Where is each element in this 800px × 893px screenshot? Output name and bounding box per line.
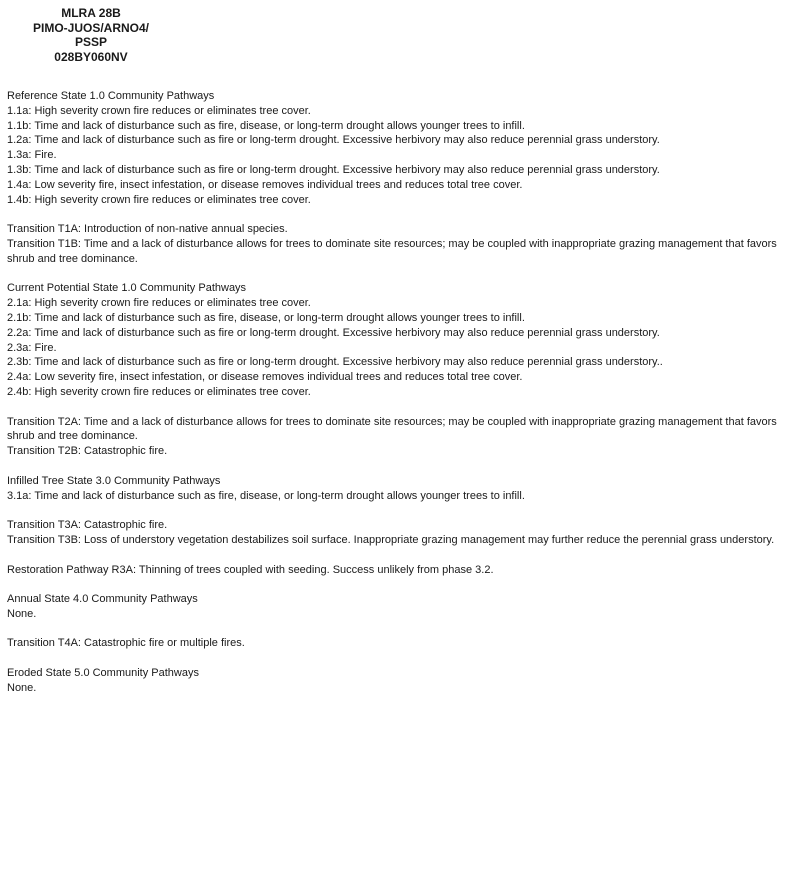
section-heading-line: Transition T1A: Introduction of non-native annual species. (7, 223, 288, 236)
section-heading-line: Reference State 1.0 Community Pathways (7, 90, 215, 102)
section-line: 1.4a: Low severity fire, insect infestation, or disease removes individual trees and reduces total tree cover. (7, 178, 523, 191)
section-line: 1.4b: High severity crown fire reduces or eliminates tree cover. (7, 193, 311, 206)
section-heading-line: Annual State 4.0 Community Pathways (7, 593, 198, 606)
document-header (0, 6, 182, 64)
section-line: 1.2a: Time and lack of disturbance such as fire or long-term drought. Excessive herbivory may also reduce perennial grass understory. (7, 134, 660, 147)
section-line: 1.1a: High severity crown fire reduces or eliminates tree cover. (7, 104, 311, 117)
section-line: Transition T1B: Time and a lack of disturbance allows for trees to dominate site resources; may be coupled with inappropriate grazing management that favors shrub and tree dominance. (7, 237, 777, 265)
section-heading-line: Infilled Tree State 3.0 Community Pathways (7, 474, 221, 487)
section-line: 2.4b: High severity crown fire reduces or eliminates tree cover. (7, 385, 311, 398)
section-line: 2.1b: Time and lack of disturbance such as fire, disease, or long-term drought allows younger trees to infill. (7, 311, 525, 324)
text-section (7, 592, 787, 622)
text-section (7, 666, 787, 696)
section-heading-line: Current Potential State 1.0 Community Pathways (7, 282, 247, 295)
section-line: None. (7, 607, 37, 620)
section-line: 1.3a: Fire. (7, 149, 57, 162)
text-section (7, 474, 787, 504)
section-line: 2.4a: Low severity fire, insect infestation, or disease removes individual trees and reduces total tree cover. (7, 371, 523, 384)
header-species-code: PIMO-JUOS/ARNO4/ (32, 20, 149, 35)
text-section (7, 415, 787, 459)
section-line: None. (7, 681, 37, 694)
text-section (7, 222, 787, 266)
section-line: Transition T3B: Loss of understory vegetation destabilizes soil surface. Inappropriate grazing management may further reduce the perennial grass understory. (7, 533, 775, 546)
text-section (7, 281, 787, 399)
text-section (7, 563, 787, 578)
section-line: 2.2a: Time and lack of disturbance such as fire or long-term drought. Excessive herbivory may also reduce perennial grass understory. (7, 326, 660, 339)
section-line: 3.1a: Time and lack of disturbance such as fire, disease, or long-term drought allows younger trees to infill. (7, 489, 525, 502)
header-species-code-cont: PSSP (74, 35, 107, 49)
section-heading-line: Transition T2A: Time and a lack of disturbance allows for trees to dominate site resources; may be coupled with inappropriate grazing management that favors shrub and tree dominance. (7, 415, 777, 443)
section-heading-line: Transition T3A: Catastrophic fire. (7, 519, 168, 532)
document-body (7, 89, 787, 710)
text-section (7, 636, 787, 651)
section-heading-line: Transition T4A: Catastrophic fire or multiple fires. (7, 637, 245, 650)
section-heading-line: Eroded State 5.0 Community Pathways (7, 667, 199, 680)
header-mlra: MLRA 28B (61, 6, 121, 20)
section-line: 1.1b: Time and lack of disturbance such as fire, disease, or long-term drought allows younger trees to infill. (7, 119, 525, 132)
text-section (7, 89, 787, 207)
section-line: 1.3b: Time and lack of disturbance such as fire or long-term drought. Excessive herbivory may also reduce perennial grass understory. (7, 163, 660, 176)
section-line: 2.1a: High severity crown fire reduces or eliminates tree cover. (7, 297, 311, 310)
section-line: 2.3a: Fire. (7, 341, 57, 354)
section-line: 2.3b: Time and lack of disturbance such as fire or long-term drought. Excessive herbivory may also reduce perennial grass understory.. (7, 356, 663, 369)
section-line: Transition T2B: Catastrophic fire. (7, 445, 168, 458)
section-heading-line: Restoration Pathway R3A: Thinning of trees coupled with seeding. Success unlikely from phase 3.2. (7, 563, 494, 576)
text-section (7, 518, 787, 548)
header-ecosite-id: 028BY060NV (54, 49, 128, 64)
